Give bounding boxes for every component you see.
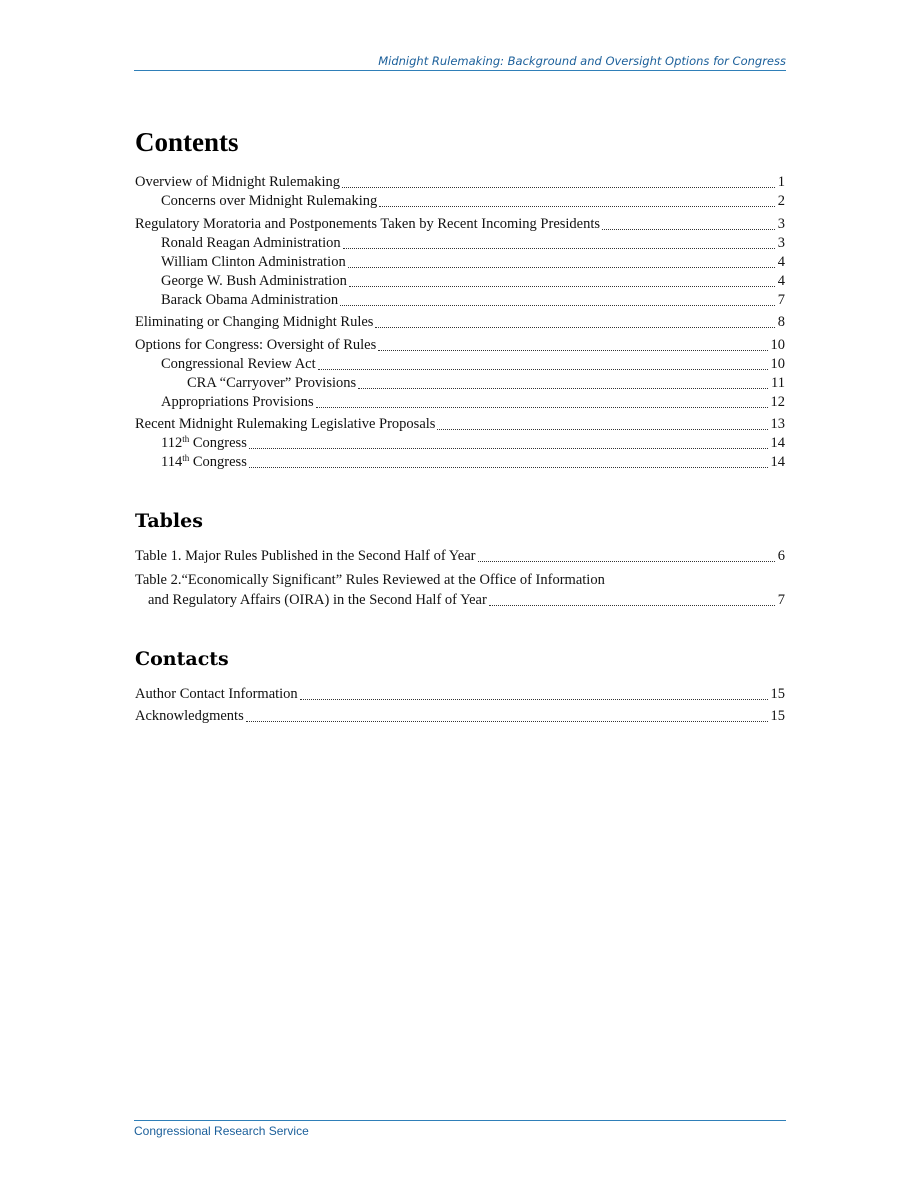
tables-heading: Tables	[135, 510, 203, 532]
ordinal-suffix: th	[182, 453, 190, 463]
toc-entry-label: Appropriations Provisions	[161, 393, 314, 410]
toc-entry-acknowledgments[interactable]	[135, 707, 785, 726]
congress-word: Congress	[189, 454, 247, 470]
toc-entry-label: Table 1. Major Rules Published in the Second Half of Year	[135, 548, 476, 564]
toc-entry-page: 6	[777, 548, 785, 564]
toc-entry-label: William Clinton Administration	[161, 253, 346, 270]
dot-leader	[378, 349, 767, 351]
toc-entry-clinton[interactable]	[135, 253, 785, 272]
toc-entry-reagan[interactable]	[135, 234, 785, 253]
contents-section	[135, 125, 785, 472]
toc-entry-label-line2: and Regulatory Affairs (OIRA) in the Second Half of Year	[148, 591, 487, 608]
toc-entry-label	[161, 453, 247, 472]
toc-entry-page: 8	[777, 314, 785, 330]
toc-entry-page: 14	[770, 435, 785, 451]
contacts-list	[135, 685, 785, 727]
toc-entry-label: Barack Obama Administration	[161, 291, 339, 308]
toc-entry-page: 4	[777, 272, 785, 289]
dot-leader	[249, 466, 768, 468]
dot-leader	[375, 326, 774, 328]
toc-entry-line2	[135, 590, 785, 610]
toc-entry-options[interactable]	[135, 336, 785, 355]
contents-list	[135, 173, 785, 472]
toc-entry-label	[161, 434, 247, 453]
dot-leader	[489, 604, 775, 606]
toc-entry-page: 12	[770, 393, 785, 410]
toc-entry-label: Overview of Midnight Rulemaking	[135, 174, 340, 190]
page-header	[134, 54, 786, 71]
toc-entry-label: Congressional Review Act	[161, 355, 316, 372]
contacts-section	[135, 646, 785, 727]
dot-leader	[379, 205, 774, 207]
congress-number: 114	[161, 454, 183, 470]
toc-entry-carryover[interactable]	[135, 374, 785, 393]
dot-leader	[342, 186, 775, 188]
toc-entry-page: 13	[770, 416, 785, 432]
toc-entry-label: Recent Midnight Rulemaking Legislative Proposals	[135, 416, 436, 432]
dot-leader	[300, 698, 768, 700]
toc-entry-concerns[interactable]	[135, 192, 785, 211]
dot-leader	[602, 228, 775, 230]
toc-entry-page: 1	[777, 174, 785, 190]
toc-entry-author-contact[interactable]	[135, 685, 785, 704]
congress-number: 112	[161, 435, 183, 451]
dot-leader	[478, 560, 775, 562]
toc-entry-page: 3	[777, 234, 785, 251]
toc-entry-114th-congress[interactable]	[135, 453, 785, 472]
toc-entry-page: 7	[777, 291, 785, 308]
toc-entry-overview[interactable]	[135, 173, 785, 192]
toc-entry-obama[interactable]	[135, 291, 785, 310]
toc-entry-regulatory-moratoria[interactable]	[135, 215, 785, 234]
toc-entry-label: Author Contact Information	[135, 685, 298, 702]
toc-entry-label: Options for Congress: Oversight of Rules	[135, 336, 377, 353]
toc-entry-appropriations[interactable]	[135, 393, 785, 412]
toc-entry-label: Regulatory Moratoria and Postponements Taken by Recent Incoming Presidents	[135, 215, 601, 232]
toc-entry-112th-congress[interactable]	[135, 434, 785, 453]
dot-leader	[349, 285, 775, 287]
toc-entry-page: 11	[771, 374, 785, 391]
toc-entry-page: 7	[777, 591, 785, 608]
dot-leader	[437, 428, 767, 430]
toc-entry-table-1[interactable]	[135, 547, 785, 566]
toc-entry-label: George W. Bush Administration	[161, 272, 347, 289]
ordinal-suffix: th	[182, 434, 190, 444]
toc-entry-page: 3	[777, 215, 785, 232]
toc-entry-label-line1: Table 2.“Economically Significant” Rules Reviewed at the Office of Information	[135, 571, 605, 588]
tables-list	[135, 547, 785, 610]
dot-leader	[246, 720, 768, 722]
toc-entry-label: Eliminating or Changing Midnight Rules	[135, 314, 374, 330]
toc-entry-bush[interactable]	[135, 272, 785, 291]
toc-entry-page: 15	[770, 685, 785, 702]
toc-entry-page: 10	[770, 355, 785, 372]
page-footer	[134, 1120, 786, 1138]
dot-leader	[340, 304, 775, 306]
toc-entry-label: CRA “Carryover” Provisions	[187, 374, 357, 391]
dot-leader	[348, 266, 775, 268]
toc-entry-eliminating[interactable]	[135, 313, 785, 332]
toc-entry-label: Concerns over Midnight Rulemaking	[161, 193, 378, 209]
contents-heading: Contents	[135, 127, 239, 157]
dot-leader	[343, 247, 775, 249]
footer-organization: Congressional Research Service	[134, 1124, 309, 1138]
toc-entry-page: 10	[770, 336, 785, 353]
toc-entry-page: 4	[777, 253, 785, 270]
toc-entry-label: Ronald Reagan Administration	[161, 234, 341, 251]
dot-leader	[249, 447, 768, 449]
tables-section	[135, 508, 785, 610]
table-of-contents	[135, 125, 785, 726]
dot-leader	[358, 387, 768, 389]
contacts-heading: Contacts	[135, 647, 229, 670]
toc-entry-page: 15	[770, 708, 785, 724]
toc-entry-label: Acknowledgments	[135, 708, 244, 724]
dot-leader	[316, 406, 768, 408]
running-header-title: Midnight Rulemaking: Background and Oversight Options for Congress	[378, 54, 786, 68]
toc-entry-page: 2	[777, 193, 785, 209]
toc-entry-table-2[interactable]	[135, 570, 785, 610]
dot-leader	[318, 368, 768, 370]
toc-entry-page: 14	[770, 454, 785, 470]
congress-word: Congress	[189, 435, 247, 451]
toc-entry-cra[interactable]	[135, 355, 785, 374]
toc-entry-recent-proposals[interactable]	[135, 415, 785, 434]
